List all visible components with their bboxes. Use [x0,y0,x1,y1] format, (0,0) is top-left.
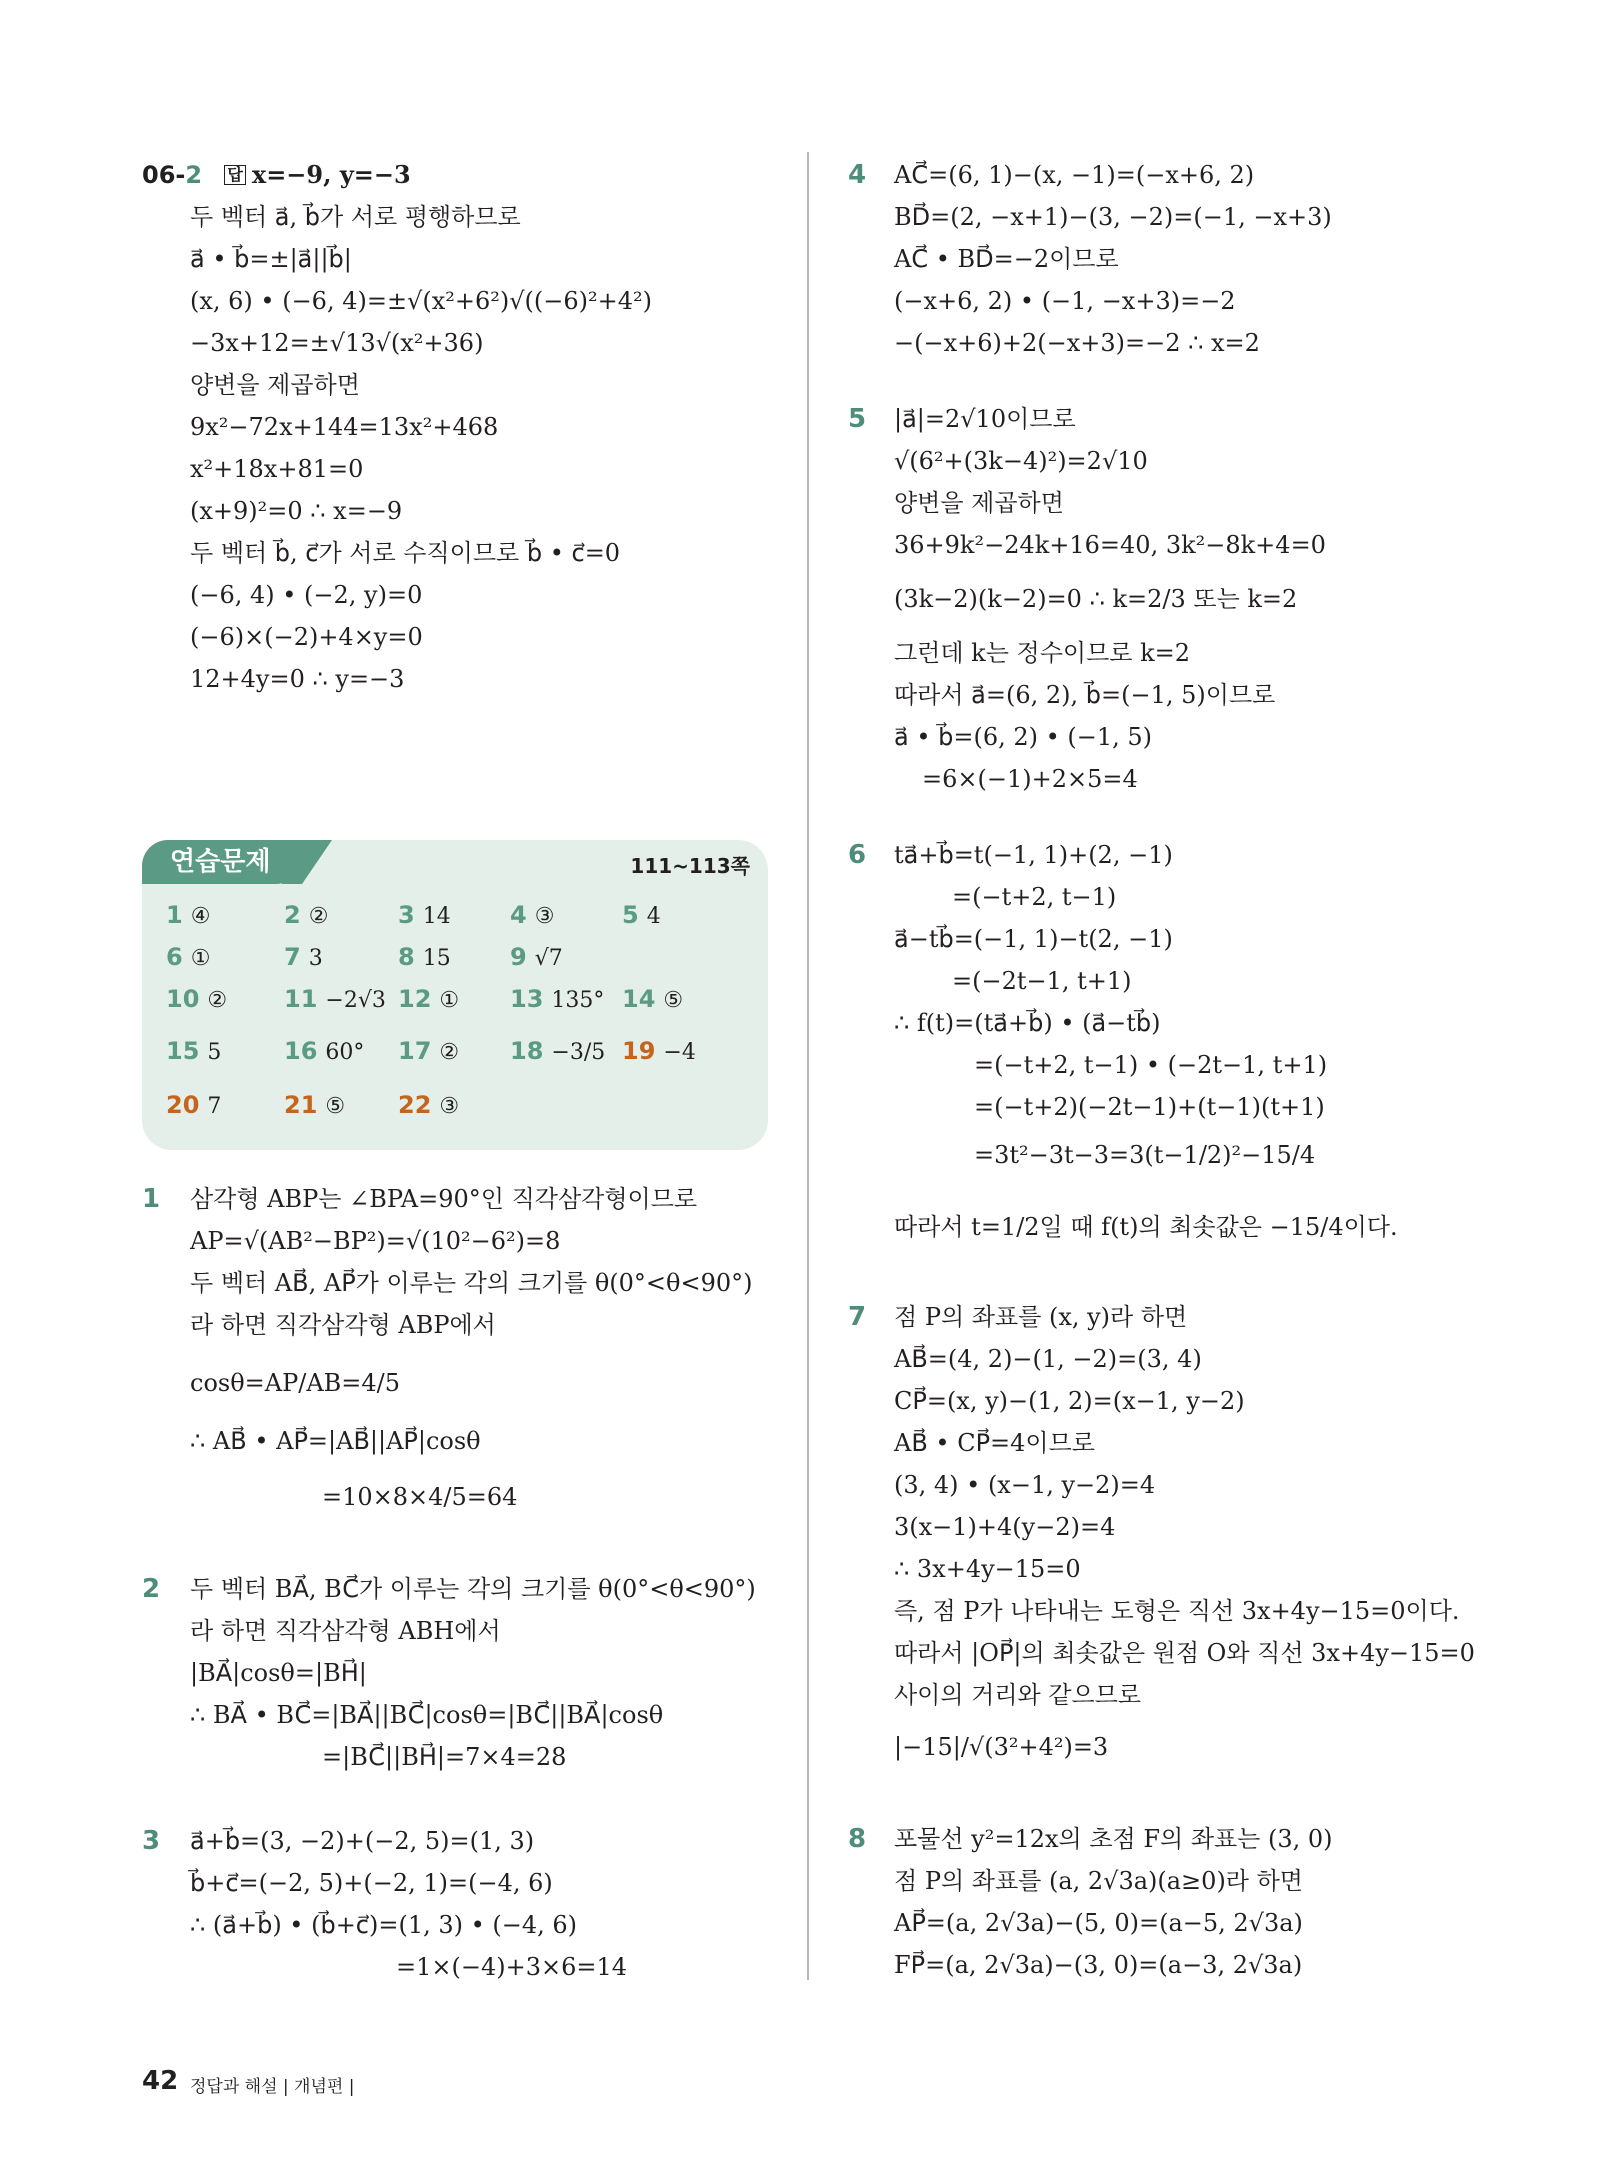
solution-line: |−15|/√(3²+4²)=3 [894,1733,1109,1761]
solution-line: √(6²+(3k−4)²)=2√10 [894,447,1148,475]
sol-06-2-line: x²+18x+81=0 [190,455,364,483]
practice-pages: 111~113쪽 [630,854,750,878]
practice-answer: 11 −2√3 [284,985,386,1013]
solution-line: =(−t+2, t−1) • (−2t−1, t+1) [974,1051,1328,1079]
solution-line: =10×8×4/5=64 [322,1483,518,1511]
solution-line: CP⃗=(x, y)−(1, 2)=(x−1, y−2) [894,1387,1245,1415]
sol-06-2-line: 양변을 제곱하면 [190,371,360,399]
solution-line: 그런데 k는 정수이므로 k=2 [894,639,1191,667]
solution-line: 점 P의 좌표를 (a, 2√3a)(a≥0)라 하면 [894,1867,1303,1895]
practice-answer: 21 ⑤ [284,1091,346,1119]
solution-number: 6 [848,840,867,870]
solution-line: ta⃗+b⃗=t(−1, 1)+(2, −1) [894,841,1173,869]
practice-answers-box [142,840,768,1150]
solution-line: 라 하면 직각삼각형 ABH에서 [190,1617,501,1645]
practice-answer: 4 ③ [510,901,555,929]
sol-06-2-line: a⃗ • b⃗=±|a⃗||b⃗| [190,245,352,273]
solution-line: BD⃗=(2, −x+1)−(3, −2)=(−1, −x+3) [894,203,1332,231]
solution-line: 점 P의 좌표를 (x, y)라 하면 [894,1303,1188,1331]
solution-line: =6×(−1)+2×5=4 [922,765,1138,793]
solution-line: |a⃗|=2√10이므로 [894,405,1076,433]
solution-line: =(−t+2, t−1) [952,883,1117,911]
solution-line: cosθ=AP/AB=4/5 [190,1369,401,1397]
practice-answer: 8 15 [398,943,451,971]
practice-answer: 9 √7 [510,943,563,971]
solution-line: =|BC⃗||BH⃗|=7×4=28 [322,1743,567,1771]
solution-line: 두 벡터 AB⃗, AP⃗가 이루는 각의 크기를 θ(0°<θ<90°) [190,1269,753,1297]
solution-line: 삼각형 ABP는 ∠BPA=90°인 직각삼각형이므로 [190,1185,698,1213]
sol-06-2-line: −3x+12=±√13√(x²+36) [190,329,484,357]
solution-line: AB⃗=(4, 2)−(1, −2)=(3, 4) [894,1345,1202,1373]
page-number: 42 [142,2066,179,2096]
practice-answer: 17 ② [398,1037,460,1065]
answer-mark-icon: 답 [224,165,245,185]
solution-line: a⃗ • b⃗=(6, 2) • (−1, 5) [894,723,1153,751]
solution-number: 4 [848,160,867,190]
practice-answer: 22 ③ [398,1091,460,1119]
practice-answer: 16 60° [284,1037,365,1065]
solution-line: 36+9k²−24k+16=40, 3k²−8k+4=0 [894,531,1326,559]
solution-line: 양변을 제곱하면 [894,489,1064,517]
sol-06-2-line: (−6, 4) • (−2, y)=0 [190,581,423,609]
solution-line: 라 하면 직각삼각형 ABP에서 [190,1311,496,1339]
practice-answer: 14 ⑤ [622,985,684,1013]
solution-line: =(−t+2)(−2t−1)+(t−1)(t+1) [974,1093,1325,1121]
solution-line: =1×(−4)+3×6=14 [396,1953,627,1981]
solution-number: 5 [848,404,867,434]
answer-value: x=−9, y=−3 [251,160,411,189]
solution-line: AC⃗ • BD⃗=−2이므로 [894,245,1119,273]
practice-answer: 19 −4 [622,1037,696,1065]
sol-06-2-line: (−6)×(−2)+4×y=0 [190,623,423,651]
sol-06-2-line: 9x²−72x+144=13x²+468 [190,413,499,441]
sol-06-2-line: 두 벡터 a⃗, b⃗가 서로 평행하므로 [190,203,521,231]
practice-answer: 10 ② [166,985,228,1013]
solution-line: =(−2t−1, t+1) [952,967,1132,995]
problem-id-prefix: 06- [142,161,186,189]
solution-line: 따라서 t=1/2일 때 f(t)의 최솟값은 −15/4이다. [894,1213,1398,1241]
solution-line: b⃗+c⃗=(−2, 5)+(−2, 1)=(−4, 6) [190,1869,553,1897]
solution-line: ∴ AB⃗ • AP⃗=|AB⃗||AP⃗|cosθ [190,1427,481,1455]
solution-line: 3(x−1)+4(y−2)=4 [894,1513,1116,1541]
practice-answer: 13 135° [510,985,605,1013]
sol-06-2-line: 두 벡터 b⃗, c⃗가 서로 수직이므로 b⃗ • c⃗=0 [190,539,621,567]
solution-line: AP=√(AB²−BP²)=√(10²−6²)=8 [190,1227,561,1255]
sol-06-2-line: (x+9)²=0 ∴ x=−9 [190,497,403,525]
solution-number: 1 [142,1184,161,1214]
solution-number: 7 [848,1302,867,1332]
practice-answer: 6 ① [166,943,211,971]
solution-line: |BA⃗|cosθ=|BH⃗| [190,1659,367,1687]
column-divider [807,152,809,1980]
practice-answer: 20 7 [166,1091,222,1119]
solution-line: ∴ BA⃗ • BC⃗=|BA⃗||BC⃗|cosθ=|BC⃗||BA⃗|cosθ [190,1701,664,1729]
solution-line: (3, 4) • (x−1, y−2)=4 [894,1471,1156,1499]
solution-line: 두 벡터 BA⃗, BC⃗가 이루는 각의 크기를 θ(0°<θ<90°) [190,1575,756,1603]
solution-number: 3 [142,1826,161,1856]
practice-answer: 5 4 [622,901,661,929]
practice-answer: 12 ① [398,985,460,1013]
practice-answer: 7 3 [284,943,323,971]
practice-title: 연습문제 [142,840,302,884]
solution-line: 포물선 y²=12x의 초점 F의 좌표는 (3, 0) [894,1825,1333,1853]
solution-number: 8 [848,1824,867,1854]
sol-06-2-line: 12+4y=0 ∴ y=−3 [190,665,405,693]
solution-line: (3k−2)(k−2)=0 ∴ k=2/3 또는 k=2 [894,585,1298,613]
solution-line: AP⃗=(a, 2√3a)−(5, 0)=(a−5, 2√3a) [894,1909,1303,1937]
practice-answer: 18 −3/5 [510,1037,606,1065]
practice-answer: 3 14 [398,901,451,929]
solution-line: FP⃗=(a, 2√3a)−(3, 0)=(a−3, 2√3a) [894,1951,1303,1979]
practice-answer: 1 ④ [166,901,211,929]
solution-line: (−x+6, 2) • (−1, −x+3)=−2 [894,287,1236,315]
solution-line: a⃗−tb⃗=(−1, 1)−t(2, −1) [894,925,1173,953]
solution-line: =3t²−3t−3=3(t−1/2)²−15/4 [974,1141,1316,1169]
solution-line: ∴ (a⃗+b⃗) • (b⃗+c⃗)=(1, 3) • (−4, 6) [190,1911,578,1939]
solution-line: 따라서 |OP⃗|의 최솟값은 원점 O와 직선 3x+4y−15=0 [894,1639,1475,1667]
footer-text: 정답과 해설 | 개념편 | [190,2077,355,2097]
problem-06-2-header [142,160,411,190]
solution-line: AC⃗=(6, 1)−(x, −1)=(−x+6, 2) [894,161,1255,189]
sol-06-2-line: (x, 6) • (−6, 4)=±√(x²+6²)√((−6)²+4²) [190,287,652,315]
solution-line: a⃗+b⃗=(3, −2)+(−2, 5)=(1, 3) [190,1827,535,1855]
solution-line: AB⃗ • CP⃗=4이므로 [894,1429,1095,1457]
solution-line: ∴ f(t)=(ta⃗+b⃗) • (a⃗−tb⃗) [894,1009,1161,1037]
solution-line: 사이의 거리와 같으므로 [894,1681,1142,1709]
solution-line: 즉, 점 P가 나타내는 도형은 직선 3x+4y−15=0이다. [894,1597,1460,1625]
solution-line: 따라서 a⃗=(6, 2), b⃗=(−1, 5)이므로 [894,681,1276,709]
practice-answer: 2 ② [284,901,329,929]
solution-line: −(−x+6)+2(−x+3)=−2 ∴ x=2 [894,329,1260,357]
problem-id-suffix: 2 [185,161,203,189]
practice-answer: 15 5 [166,1037,222,1065]
solution-number: 2 [142,1574,161,1604]
solution-line: ∴ 3x+4y−15=0 [894,1555,1081,1583]
